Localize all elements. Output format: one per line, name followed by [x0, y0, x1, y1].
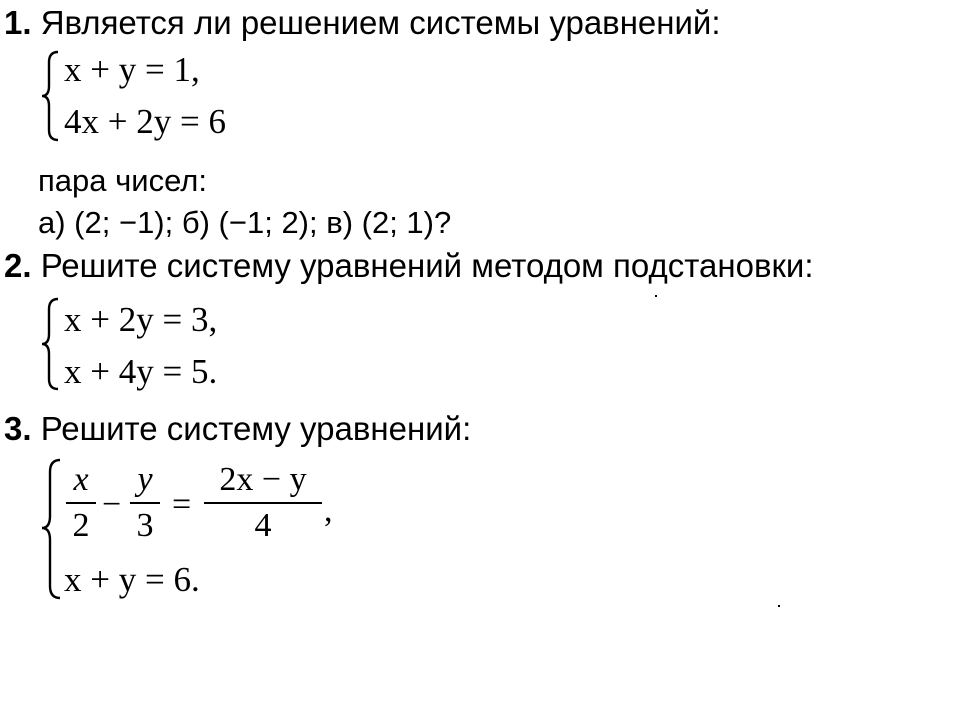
task3-system-brace — [40, 458, 64, 600]
scan-speck — [778, 605, 780, 607]
task2-equation-1: x + 2y = 3, — [64, 300, 218, 339]
task3-minus-sign: − — [102, 486, 122, 523]
task3-fraction-2x-minus-y-over-4 — [204, 462, 322, 544]
scan-speck — [655, 295, 657, 297]
task2-equation-2: x + 4y = 5. — [64, 352, 218, 391]
task3-frac3-bar — [204, 502, 322, 504]
task3-comma: , — [324, 492, 333, 529]
task3-heading — [4, 410, 471, 448]
task3-equation-2: x + y = 6. — [64, 560, 200, 599]
task3-equals-sign: = — [172, 486, 192, 523]
task2-system-brace — [40, 297, 62, 391]
task3-frac1-denominator: 2 — [72, 507, 90, 544]
task3-frac2-bar — [130, 502, 160, 504]
task2-title: Решите систему уравнений методом подстановки: — [40, 247, 814, 284]
task2-heading — [4, 247, 814, 285]
task1-number: 1. — [4, 4, 32, 41]
task1-pair-label: пара чисел: — [38, 163, 208, 198]
task1-title: Является ли решением системы уравнений: — [40, 4, 721, 41]
task1-options: а) (2; −1); б) (−1; 2); в) (2; 1)? — [38, 205, 452, 240]
task3-frac2-denominator: 3 — [136, 507, 154, 544]
task1-equation-2: 4x + 2y = 6 — [64, 102, 226, 141]
task2-number: 2. — [4, 247, 32, 284]
task1-system-brace — [40, 50, 62, 142]
task3-number: 3. — [4, 410, 32, 447]
task3-frac1-numerator: x — [73, 461, 89, 498]
task3-frac1-bar — [66, 502, 96, 504]
task3-frac3-numerator: 2x − y — [219, 461, 307, 498]
task3-fraction-y-over-3 — [130, 462, 160, 544]
task3-frac2-numerator: y — [137, 461, 153, 498]
task1-heading — [4, 4, 721, 42]
task1-equation-1: x + y = 1, — [64, 50, 200, 89]
task3-title: Решите систему уравнений: — [40, 410, 472, 447]
task3-fraction-x-over-2 — [66, 462, 96, 544]
task3-frac3-denominator: 4 — [254, 507, 272, 544]
